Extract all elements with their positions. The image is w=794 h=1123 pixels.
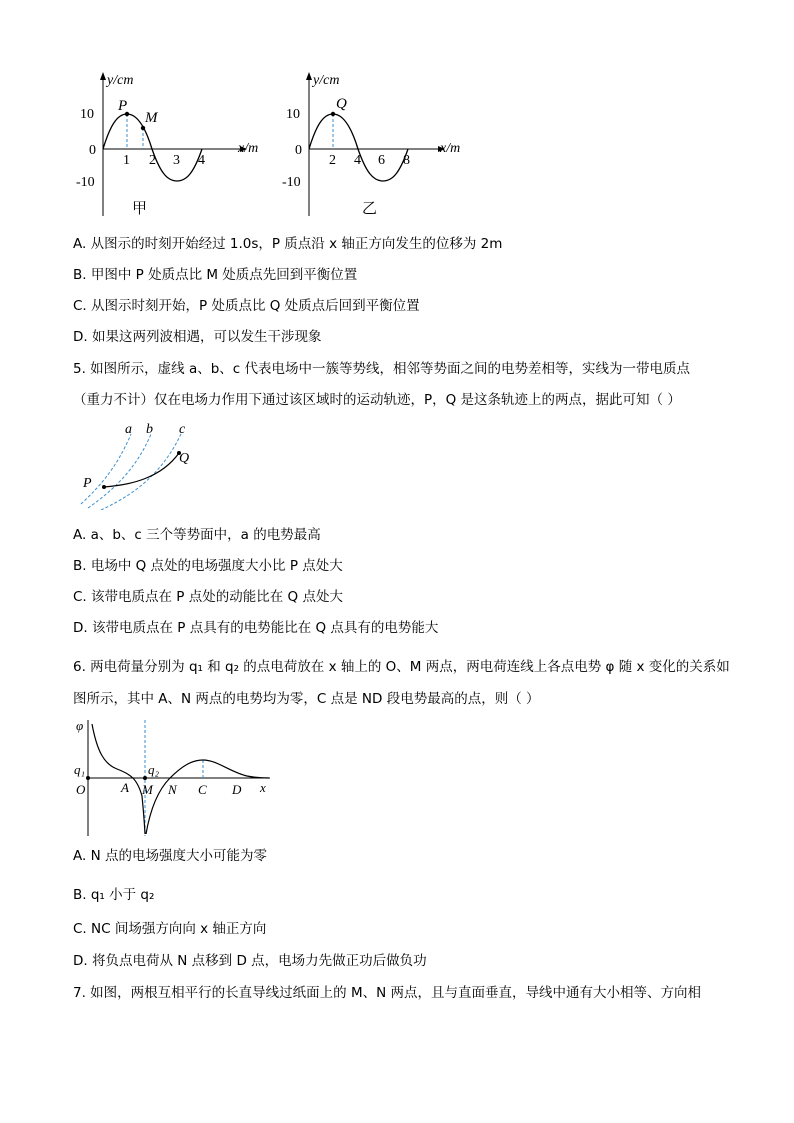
svg-text:2: 2 <box>329 153 336 168</box>
svg-text:N: N <box>168 782 177 797</box>
equipotential-line-a <box>81 434 131 504</box>
svg-text:x: x <box>260 780 266 795</box>
q6-stem-line1: 6. 两电荷量分别为 q₁ 和 q₂ 的点电荷放在 x 轴上的 O、M 两点，两电荷连线上各点电势 φ 随 x 变化的关系如 <box>73 659 730 675</box>
q6-stem-line2: 图所示，其中 A、N 两点的电势均为零，C 点是 ND 段电势最高的点，则（ ） <box>73 691 540 707</box>
q6-option-c: C. NC 间场强方向向 x 轴正方向 <box>73 921 267 937</box>
svg-text:Q: Q <box>179 451 190 466</box>
svg-text:A: A <box>121 780 129 795</box>
svg-text:10: 10 <box>80 107 94 122</box>
q4-option-a: A. 从图示的时刻开始经过 1.0s，P 质点沿 x 轴正方向发生的位移为 2m <box>73 236 503 252</box>
svg-text:4: 4 <box>198 153 205 168</box>
svg-text:2: 2 <box>149 153 156 168</box>
q4-option-d: D. 如果这两列波相遇，可以发生干涉现象 <box>73 329 322 345</box>
svg-text:10: 10 <box>286 107 300 122</box>
q6-option-b: B. q₁ 小于 q₂ <box>73 887 155 903</box>
q5-stem-line2: （重力不计）仅在电场力作用下通过该区域时的运动轨迹，P，Q 是这条轨迹上的两点，据此可知（ ） <box>73 392 681 408</box>
q5-option-c: C. 该带电质点在 P 点处的动能比在 Q 点处大 <box>73 589 343 605</box>
q5-stem-line1: 5. 如图所示，虚线 a、b、c 代表电场中一簇等势线，相邻等势面之间的电势差相等，实线为一带电质点 <box>73 361 691 377</box>
svg-text:3: 3 <box>173 153 180 168</box>
svg-text:c: c <box>179 422 186 437</box>
svg-text:O: O <box>76 782 86 797</box>
svg-text:M: M <box>142 782 153 797</box>
equipotential-line-b <box>88 434 151 508</box>
q5-option-b: B. 电场中 Q 点处的电场强度大小比 P 点处大 <box>73 558 343 574</box>
svg-text:C: C <box>198 782 207 797</box>
point-P-label: P <box>118 98 128 114</box>
wave-curve-yi <box>309 114 408 181</box>
svg-text:1: 1 <box>123 153 130 168</box>
svg-text:q₂: q₂ <box>148 762 160 777</box>
equipotential-line-c <box>101 434 181 510</box>
svg-text:a: a <box>125 422 132 437</box>
q4-option-c: C. 从图示时刻开始，P 处质点比 Q 处质点后回到平衡位置 <box>73 298 420 314</box>
y-axis-label-yi: y/cm <box>313 73 340 88</box>
potential-curve-left <box>92 724 145 834</box>
trajectory-curve <box>104 453 179 487</box>
svg-text:0: 0 <box>295 143 302 158</box>
y-axis-label-jia: y/cm <box>107 73 134 88</box>
svg-text:D: D <box>232 782 242 797</box>
svg-text:φ: φ <box>76 718 84 733</box>
svg-text:-10: -10 <box>282 175 301 190</box>
q5-option-d: D. 该带电质点在 P 点具有的电势能比在 Q 点具有的电势能大 <box>73 620 439 636</box>
q6-option-d: D. 将负点电荷从 N 点移到 D 点，电场力先做正功后做负功 <box>73 953 427 969</box>
x-axis-label-yi: x/m <box>440 141 461 156</box>
svg-text:P: P <box>83 476 92 491</box>
wave-figures <box>70 66 490 221</box>
svg-text:0: 0 <box>89 143 96 158</box>
x-axis-label-jia: x/m <box>238 141 259 156</box>
svg-text:4: 4 <box>354 153 361 168</box>
wave-graph-yi <box>282 72 460 217</box>
q4-option-b: B. 甲图中 P 处质点比 M 处质点先回到平衡位置 <box>73 267 358 283</box>
q5-option-a: A. a、b、c 三个等势面中，a 的电势最高 <box>73 527 321 543</box>
svg-text:6: 6 <box>378 153 385 168</box>
q7-stem-line1: 7. 如图，两根互相平行的长直导线过纸面上的 M、N 两点，且与直面垂直，导线中通有大小相等、方向相 <box>73 985 701 1001</box>
svg-text:-10: -10 <box>76 175 95 190</box>
caption-jia: 甲 <box>132 201 148 217</box>
equipotential-figure <box>76 420 206 510</box>
q6-option-a: A. N 点的电场强度大小可能为零 <box>73 848 267 864</box>
svg-text:q₁: q₁ <box>74 762 86 777</box>
svg-text:b: b <box>146 422 153 437</box>
potential-curve-right <box>146 760 269 834</box>
wave-graph-jia <box>76 72 258 217</box>
point-M-label: M <box>145 110 158 126</box>
potential-figure <box>72 716 282 840</box>
point-Q-label: Q <box>336 96 347 112</box>
svg-text:8: 8 <box>403 153 410 168</box>
caption-yi: 乙 <box>362 201 378 217</box>
